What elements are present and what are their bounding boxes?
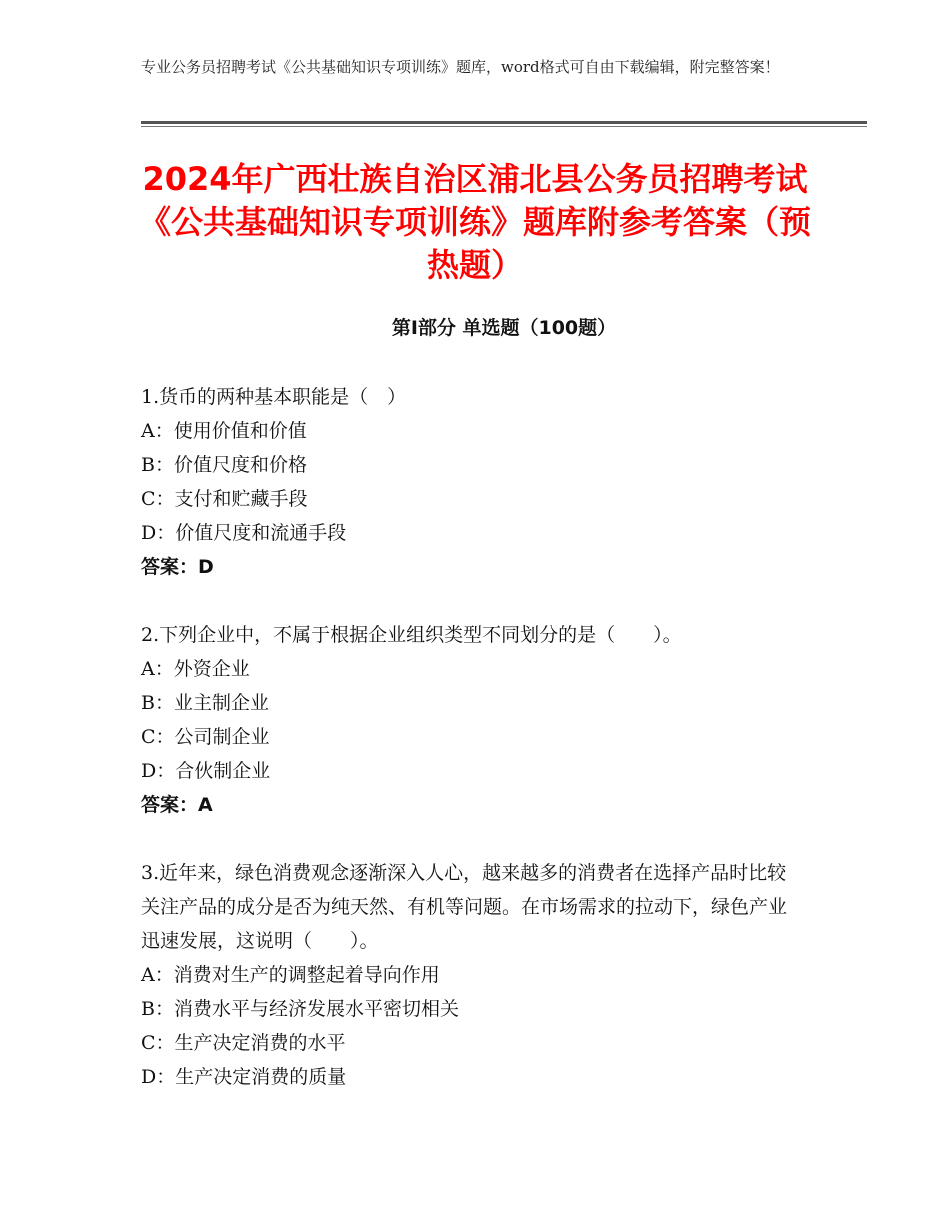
question-list bbox=[141, 380, 801, 1128]
option-a: A：使用价值和价值 bbox=[141, 420, 307, 442]
option-c: C：支付和贮藏手段 bbox=[141, 488, 308, 510]
option-c: C：公司制企业 bbox=[141, 726, 270, 748]
question-stem: 3.近年来，绿色消费观念逐渐深入人心，越来越多的消费者在选择产品时比较关注产品的成分是否为纯天然、有机等问题。在市场需求的拉动下，绿色产业迅速发展，这说明（ ）。 bbox=[141, 862, 788, 952]
option-b: B：业主制企业 bbox=[141, 692, 269, 714]
option-a: A：外资企业 bbox=[141, 658, 250, 680]
option-d: D：生产决定消费的质量 bbox=[141, 1066, 347, 1088]
option-b: B：消费水平与经济发展水平密切相关 bbox=[141, 998, 459, 1020]
document-title: 2024年广西壮族自治区浦北县公务员招聘考试《公共基础知识专项训练》题库附参考答案（预热题） bbox=[138, 160, 811, 284]
option-d: D：合伙制企业 bbox=[141, 760, 271, 782]
answer-line: 答案：D bbox=[141, 556, 214, 578]
answer-line: 答案：A bbox=[141, 794, 213, 816]
question-1 bbox=[141, 380, 801, 584]
question-stem: 2.下列企业中，不属于根据企业组织类型不同划分的是（ ）。 bbox=[141, 624, 682, 646]
question-2 bbox=[141, 618, 801, 822]
header-divider-thin bbox=[141, 126, 867, 127]
option-a: A：消费对生产的调整起着导向作用 bbox=[141, 964, 440, 986]
header-note: 专业公务员招聘考试《公共基础知识专项训练》题库，word格式可自由下载编辑，附完整答案！ bbox=[141, 58, 780, 76]
option-b: B：价值尺度和价格 bbox=[141, 454, 307, 476]
question-stem: 1.货币的两种基本职能是（ ） bbox=[141, 386, 407, 408]
header-divider-thick bbox=[141, 121, 867, 124]
section-title: 第Ⅰ部分 单选题（100题） bbox=[391, 317, 617, 339]
question-3 bbox=[141, 856, 801, 1094]
option-d: D：价值尺度和流通手段 bbox=[141, 522, 347, 544]
option-c: C：生产决定消费的水平 bbox=[141, 1032, 346, 1054]
